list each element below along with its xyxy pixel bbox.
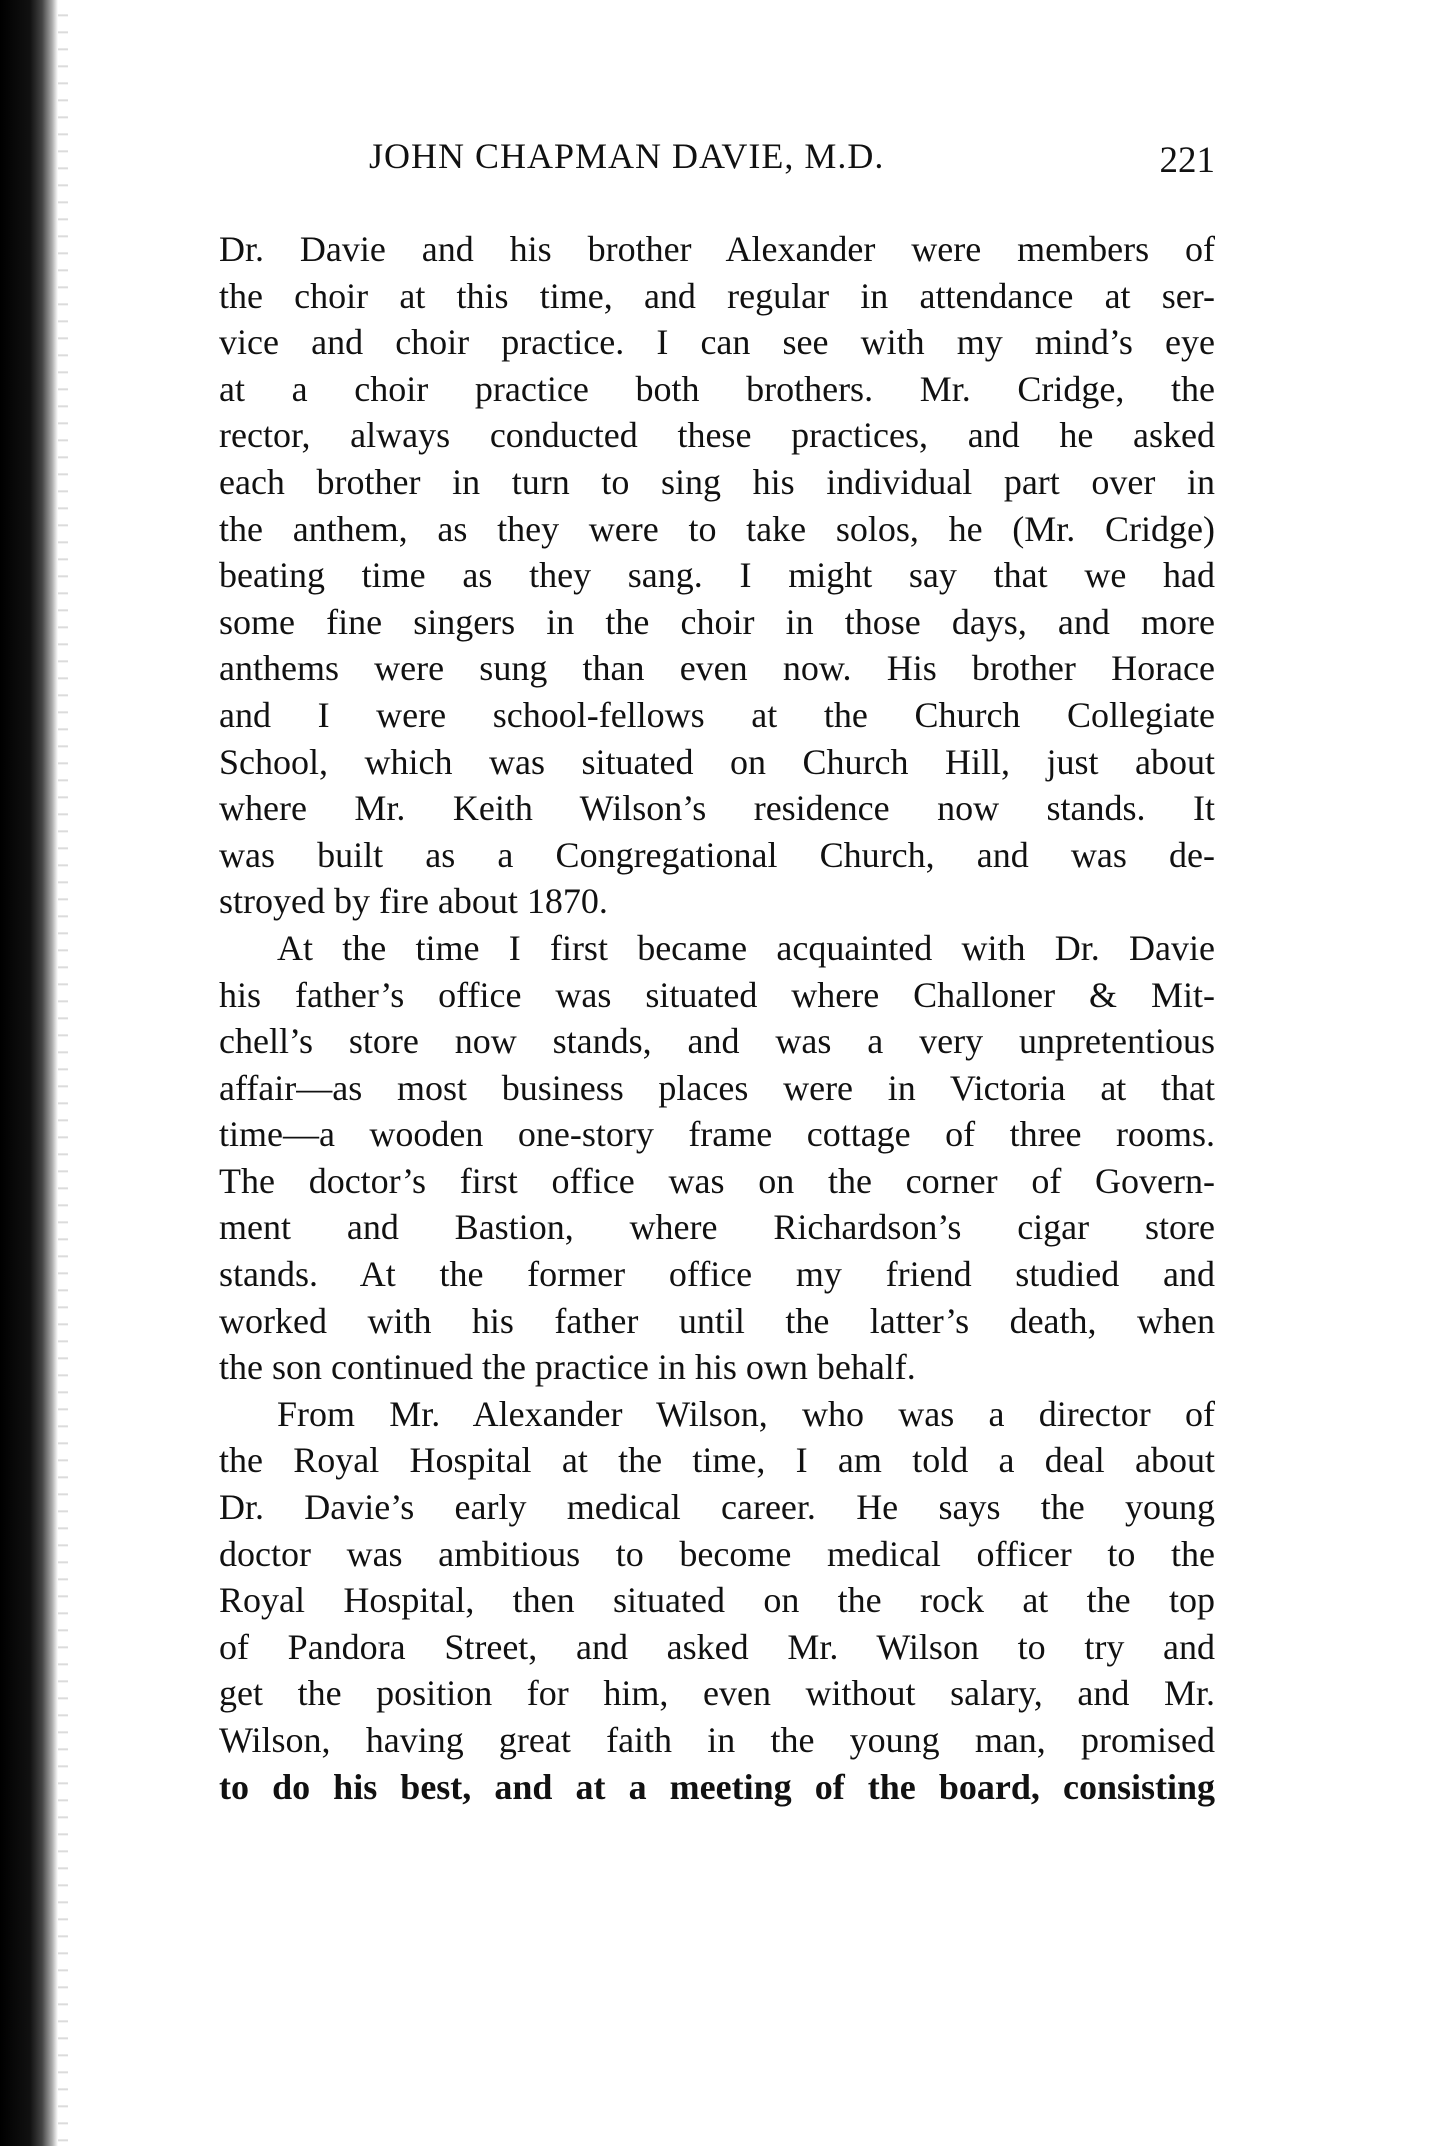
text-line: the anthem, as they were to take solos, he (Mr. Cridge) <box>219 508 1215 549</box>
paragraph <box>219 226 1215 925</box>
text-line: worked with his father until the latter’s death, when <box>219 1300 1215 1341</box>
text-line: affair—as most business places were in Victoria at that <box>219 1067 1215 1108</box>
body-text <box>219 226 1215 1810</box>
text-line: doctor was ambitious to become medical officer to the <box>219 1533 1215 1574</box>
text-line: Wilson, having great faith in the young man, promised <box>219 1720 1215 1760</box>
text-line: From Mr. Alexander Wilson, who was a director of <box>277 1393 1215 1434</box>
text-line: At the time I first became acquainted with Dr. Davie <box>277 927 1215 968</box>
text-line: Royal Hospital, then situated on the rock at the top <box>219 1580 1215 1621</box>
text-line: Dr. Davie’s early medical career. He says the young <box>219 1487 1215 1528</box>
running-head: JOHN CHAPMAN DAVIE, M.D. <box>369 136 885 176</box>
text-line: stands. At the former office my friend studied and <box>219 1254 1215 1295</box>
text-line: rector, always conducted these practices, and he asked <box>219 415 1215 456</box>
text-line: some fine singers in the choir in those days, and more <box>219 601 1215 642</box>
text-line: Dr. Davie and his brother Alexander were members of <box>219 229 1215 269</box>
text-line: where Mr. Keith Wilson’s residence now stands. It <box>219 788 1215 829</box>
text-line: stroyed by fire about 1870. <box>219 881 608 922</box>
text-line: the Royal Hospital at the time, I am told a deal about <box>219 1440 1215 1481</box>
text-line: to do his best, and at a meeting of the board, consisting <box>219 1766 1215 1807</box>
text-line: time—a wooden one-story frame cottage of three rooms. <box>219 1114 1215 1155</box>
text-line: beating time as they sang. I might say that we had <box>219 555 1215 596</box>
text-line: was built as a Congregational Church, and was de- <box>219 834 1215 875</box>
text-line: chell’s store now stands, and was a very unpretentious <box>219 1021 1215 1062</box>
text-line: at a choir practice both brothers. Mr. Cridge, the <box>219 368 1215 409</box>
text-line: and I were school-fellows at the Church Collegiate <box>219 694 1215 735</box>
text-line: each brother in turn to sing his individual part over in <box>219 461 1215 502</box>
page-header <box>219 135 1215 183</box>
scan-shadow <box>58 0 68 2146</box>
text-line: his father’s office was situated where Challoner & Mit- <box>219 974 1215 1015</box>
text-line: The doctor’s first office was on the corner of Govern- <box>219 1160 1215 1201</box>
text-line: School, which was situated on Church Hill, just about <box>219 741 1215 782</box>
text-line: the son continued the practice in his own behalf. <box>219 1347 916 1388</box>
text-line: anthems were sung than even now. His brother Horace <box>219 648 1215 689</box>
text-line: the choir at this time, and regular in attendance at ser- <box>219 275 1215 316</box>
text-line: ment and Bastion, where Richardson’s cigar store <box>219 1207 1215 1248</box>
page-number: 221 <box>1159 140 1215 181</box>
text-line: of Pandora Street, and asked Mr. Wilson to try and <box>219 1626 1215 1667</box>
paragraph <box>219 1391 1215 1810</box>
paragraph <box>219 925 1215 1391</box>
text-line: vice and choir practice. I can see with my mind’s eye <box>219 322 1215 363</box>
text-line: get the position for him, even without salary, and Mr. <box>219 1673 1215 1714</box>
book-binding-edge <box>0 0 58 2146</box>
